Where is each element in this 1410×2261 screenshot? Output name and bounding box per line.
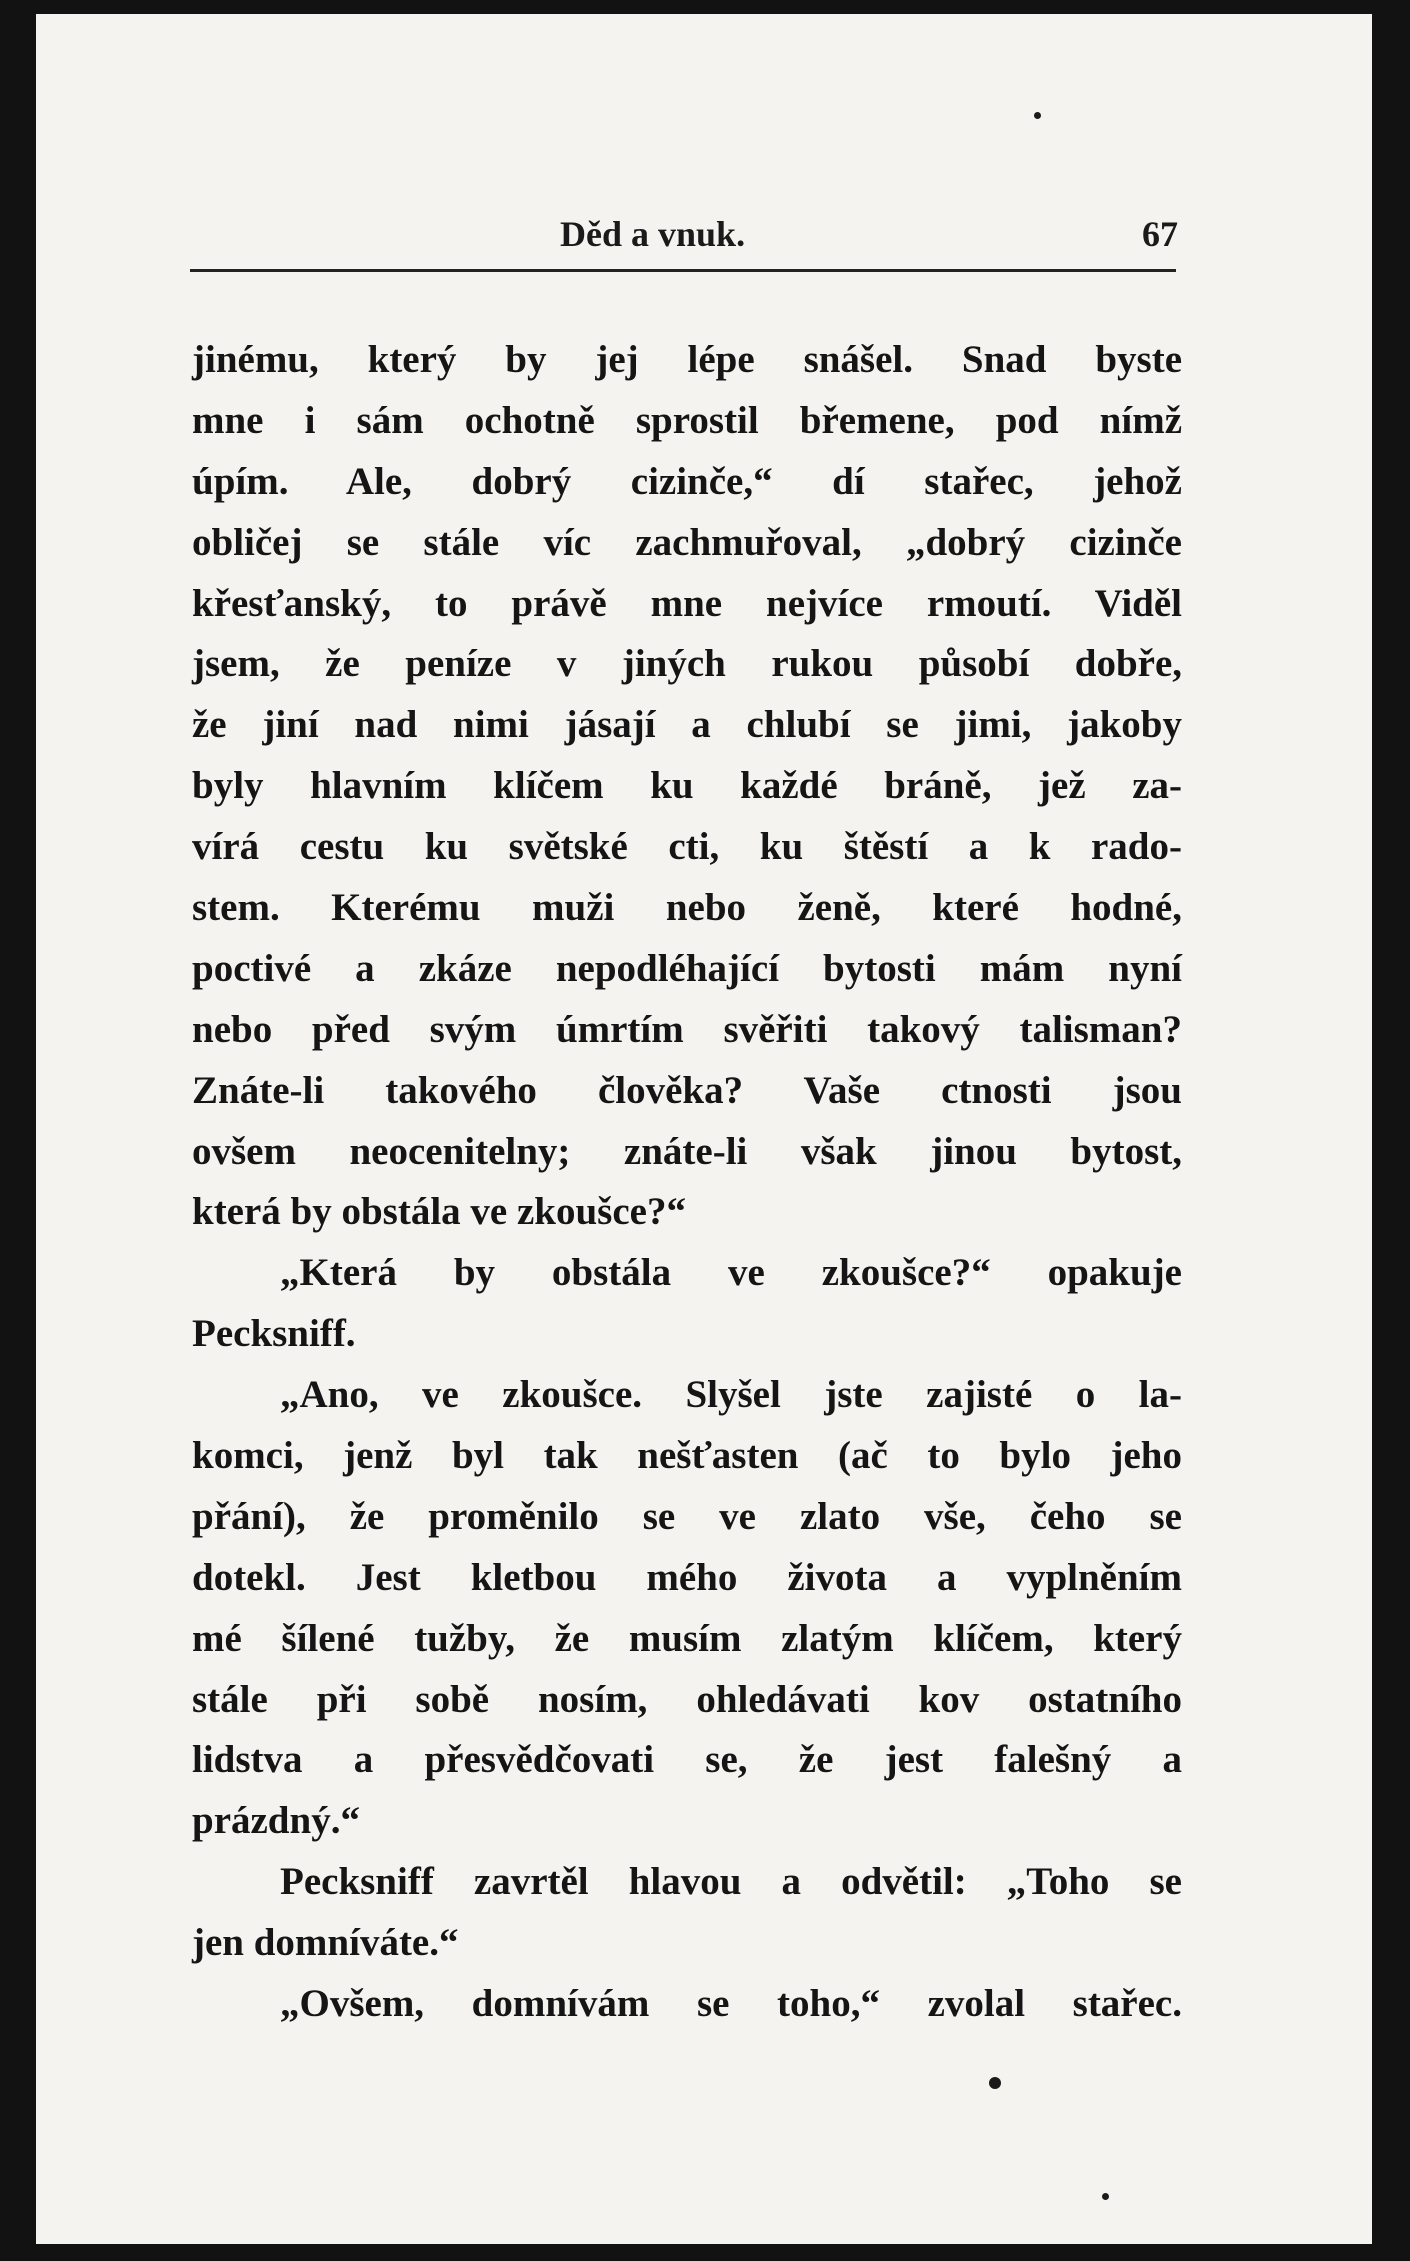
text-line: jsem, že peníze v jiných rukou působí dobře, [192,642,1182,686]
text-line: úpím. Ale, dobrý cizinče,“ dí stařec, jehož [192,459,1182,503]
text-line: přání), že proměnilo se ve zlato vše, čeho se [192,1494,1182,1538]
text-line: poctivé a zkáze nepodléhající bytosti mám nyní [192,946,1182,990]
text-line: dotekl. Jest kletbou mého života a vyplněním [192,1555,1182,1599]
text-line: jen domníváte.“ [192,1921,459,1965]
text-line: komci, jenž byl tak nešťasten (ač to bylo jeho [192,1434,1182,1478]
text-line: byly hlavním klíčem ku každé bráně, jež za- [192,764,1182,808]
text-line: Pecksniff zavrtěl hlavou a odvětil: „Toho se [280,1860,1182,1904]
text-line: „Ano, ve zkoušce. Slyšel jste zajisté o la- [280,1373,1182,1417]
running-title: Děd a vnuk. [560,214,746,254]
text-line: lidstva a přesvědčovati se, že jest falešný a [192,1738,1182,1782]
running-header [190,211,1178,263]
text-line: obličej se stále víc zachmuřoval, „dobrý cizinče [192,520,1182,564]
header-rule [190,269,1176,272]
text-line: že jiní nad nimi jásají a chlubí se jimi, jakoby [192,703,1182,747]
text-line: mé šílené tužby, že musím zlatým klíčem, který [192,1616,1182,1660]
ink-speck [1034,112,1041,119]
text-line: křesťanský, to právě mne nejvíce rmoutí. Viděl [192,581,1182,625]
text-line: mne i sám ochotně sprostil břemene, pod nímž [192,398,1182,442]
text-line: Pecksniff. [192,1312,356,1356]
text-line: která by obstála ve zkoušce?“ [192,1190,686,1234]
text-line: nebo před svým úmrtím svěřiti takový talisman? [192,1007,1182,1051]
text-line: stále při sobě nosím, ohledávati kov ostatního [192,1677,1182,1721]
text-line: „Ovšem, domnívám se toho,“ zvolal stařec. [280,1982,1182,2026]
text-line: ovšem neocenitelny; znáte-li však jinou bytost, [192,1129,1182,1173]
ink-speck [1102,2193,1109,2200]
page-number: 67 [1142,214,1178,254]
text-line: prázdný.“ [192,1799,360,1843]
text-line: jinému, který by jej lépe snášel. Snad byste [192,338,1182,381]
text-line: vírá cestu ku světské cti, ku štěstí a k rado- [192,825,1182,869]
text-line: stem. Kterému muži nebo ženě, které hodné, [192,886,1182,930]
ink-speck [989,2077,1001,2089]
body-text [192,330,1182,2035]
text-line: Znáte-li takového člověka? Vaše ctnosti jsou [192,1068,1182,1112]
text-line: „Která by obstála ve zkoušce?“ opakuje [280,1251,1182,1295]
